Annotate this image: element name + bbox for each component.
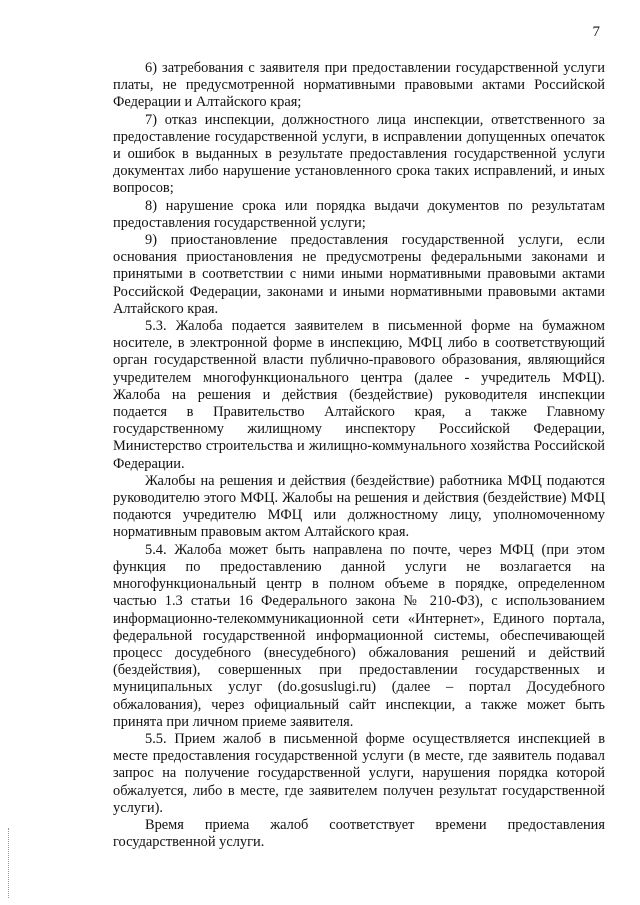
- paragraph-section-5-4: 5.4. Жалоба может быть направлена по почте, через МФЦ (при этом функция по предоставлению данной услуги не возлагается на многофункциональный центр в полном объеме в порядке, определенном частью 1.3 статьи 16 Федерального закона № 210-ФЗ), с использованием информационно-телекоммуникационной сети «Интернет», Единого портала, федеральной государственной информационной системы, обеспечивающей процесс досудебного (внесудебного) обжалования решений и действий (бездействия), совершенных при предоставлении государственных и муниципальных услуг (do.gosuslugi.ru) (далее – портал Досудебного обжалования), через официальный сайт инспекции, а также может быть принята при личном приеме заявителя.: [113, 541, 605, 730]
- paragraph-reception-time: Время приема жалоб соответствует времени предоставления государственной услуги.: [113, 816, 605, 851]
- paragraph-item-9: 9) приостановление предоставления государственной услуги, если основания приостановления не предусмотрены федеральными законами и принятыми в соответствии с ними иными нормативными правовыми актами Российской Федерации, законами и иными нормативными правовыми актами Алтайского края.: [113, 232, 605, 317]
- page-number: 7: [592, 24, 600, 40]
- paragraph-section-5-5: 5.5. Прием жалоб в письменной форме осуществляется инспекцией в месте предоставления государственной услуги (в месте, где заявитель подавал запрос на получение государственной услуги, нарушения порядка которой обжалуется, либо в месте, где заявителем получен результат государственной услуги).: [113, 730, 605, 816]
- paragraph-item-8: 8) нарушение срока или порядка выдачи документов по результатам предоставления государственной услуги;: [113, 197, 605, 231]
- paragraph-item-6: 6) затребования с заявителя при предоставлении государственной услуги платы, не предусмотренной нормативными правовыми актами Российской Федерации и Алтайского края;: [113, 60, 605, 111]
- paragraph-section-5-3: 5.3. Жалоба подается заявителем в письменной форме на бумажном носителе, в электронной форме в инспекцию, МФЦ либо в соответствующий орган государственной власти публично-правового образования, являющийся учредителем многофункционального центра (далее - учредитель МФЦ). Жалоба на решения и действия (бездействие) руководителя инспекции подается в Правительство Алтайского края, а также Главному государственному жилищному инспектору Российской Федерации, Министерство строительства и жилищно-коммунального хозяйства Российской Федерации.: [113, 318, 605, 472]
- margin-dotted-line: [8, 828, 11, 898]
- paragraph-mfc-complaints: Жалобы на решения и действия (бездействие) работника МФЦ подаются руководителю этого МФЦ. Жалобы на решения и действия (бездействие) МФЦ подаются учредителю МФЦ или должностному лицу, уполномоченному нормативным правовым актом Алтайского края.: [113, 472, 605, 541]
- document-body: [113, 60, 605, 851]
- paragraph-item-7: 7) отказ инспекции, должностного лица инспекции, ответственного за предоставление государственной услуги, в исправлении допущенных опечаток и ошибок в выданных в результате предоставления государственной услуги документах либо нарушение установленного срока таких исправлений, и иных вопросов;: [113, 111, 605, 197]
